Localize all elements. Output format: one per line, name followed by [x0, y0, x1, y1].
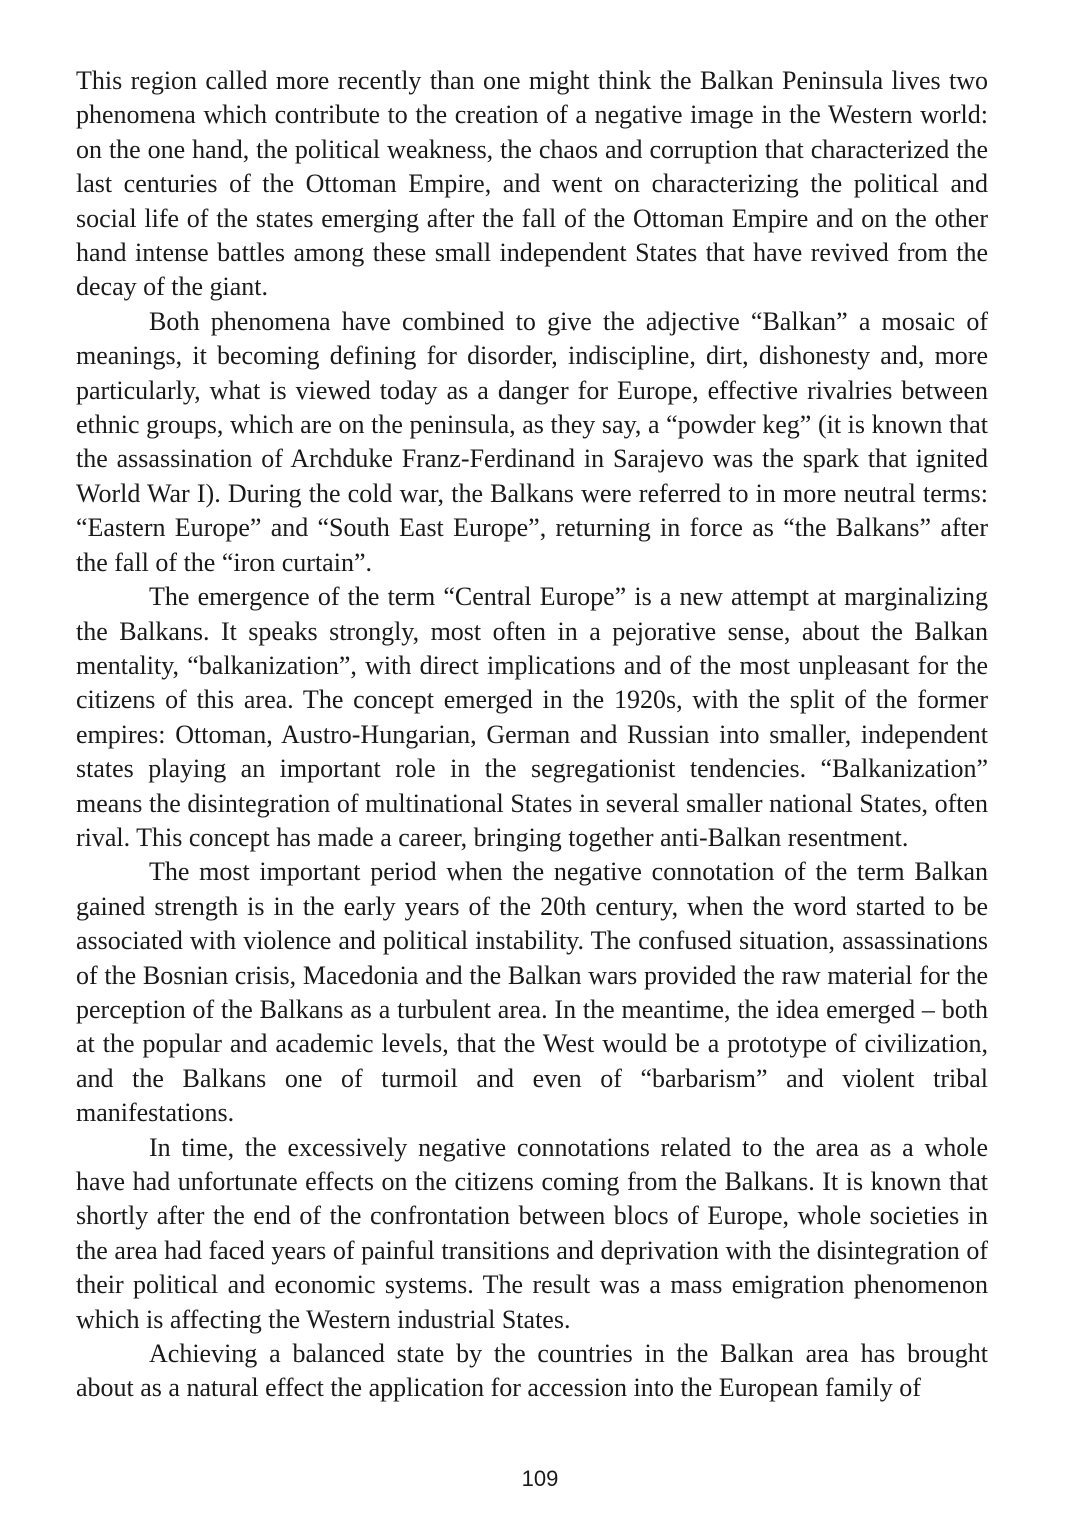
page-number: 109 — [521, 1466, 559, 1491]
paragraph-5: In time, the excessively negative connotations related to the area as a whole have had unfortunate effects on the citizens coming from the Balkans. It is known that shortly after the end of the confrontation between blocs of Europe, whole societies in the area had faced years of painful transitions and deprivation with the disintegration of their political and economic systems. The result was a mass emigration phenomenon which is affecting the Western industrial States. — [76, 1132, 988, 1334]
paragraph-1: This region called more recently than one might think the Balkan Peninsula lives two phenomena which contribute to the creation of a negative image in the Western world: on the one hand, the political weakness, the chaos and corruption that characterized the last centuries of the Ottoman Empire, and went on characterizing the political and social life of the states emerging after the fall of the Ottoman Empire and on the other hand intense battles among these small independent States that have revived from the decay of the giant. — [76, 66, 988, 302]
body-text — [76, 64, 988, 1406]
paragraph-6: Achieving a balanced state by the countries in the Balkan area has brought about as a natural effect the application for accession into the European family of — [76, 1339, 988, 1403]
paragraph-3: The emergence of the term “Central Europe” is a new attempt at marginalizing the Balkans. It speaks strongly, most often in a pejorative sense, about the Balkan mentality, “balkanization”, with direct implications and of the most unpleasant for the citizens of this area. The concept emerged in the 1920s, with the split of the former empires: Ottoman, Austro-Hungarian, German and Russian into smaller, independent states playing an important role in the segregationist tendencies. “Balkanization” means the disintegration of multinational States in several smaller national States, often rival. This concept has made a career, bringing together anti-Balkan resentment. — [76, 582, 988, 852]
paragraph-2: Both phenomena have combined to give the adjective “Balkan” a mosaic of meanings, it becoming defining for disorder, indiscipline, dirt, dishonesty and, more particularly, what is viewed today as a danger for Europe, effective rivalries between ethnic groups, which are on the peninsula, as they say, a “powder keg” (it is known that the assassination of Archduke Franz-Ferdinand in Sarajevo was the spark that ignited World War I). During the cold war, the Balkans were referred to in more neutral terms: “Eastern Europe” and “South East Europe”, returning in force as “the Balkans” after the fall of the “iron curtain”. — [76, 306, 988, 577]
paragraph-4: The most important period when the negative connotation of the term Balkan gained strength is in the early years of the 20th century, when the word started to be associated with violence and political instability. The confused situation, assassinations of the Bosnian crisis, Macedonia and the Balkan wars provided the raw material for the perception of the Balkans as a turbulent area. In the meantime, the idea emerged – both at the popular and academic levels, that the West would be a prototype of civilization, and the Balkans one of turmoil and even of “barbarism” and violent tribal manifestations. — [76, 857, 988, 1128]
